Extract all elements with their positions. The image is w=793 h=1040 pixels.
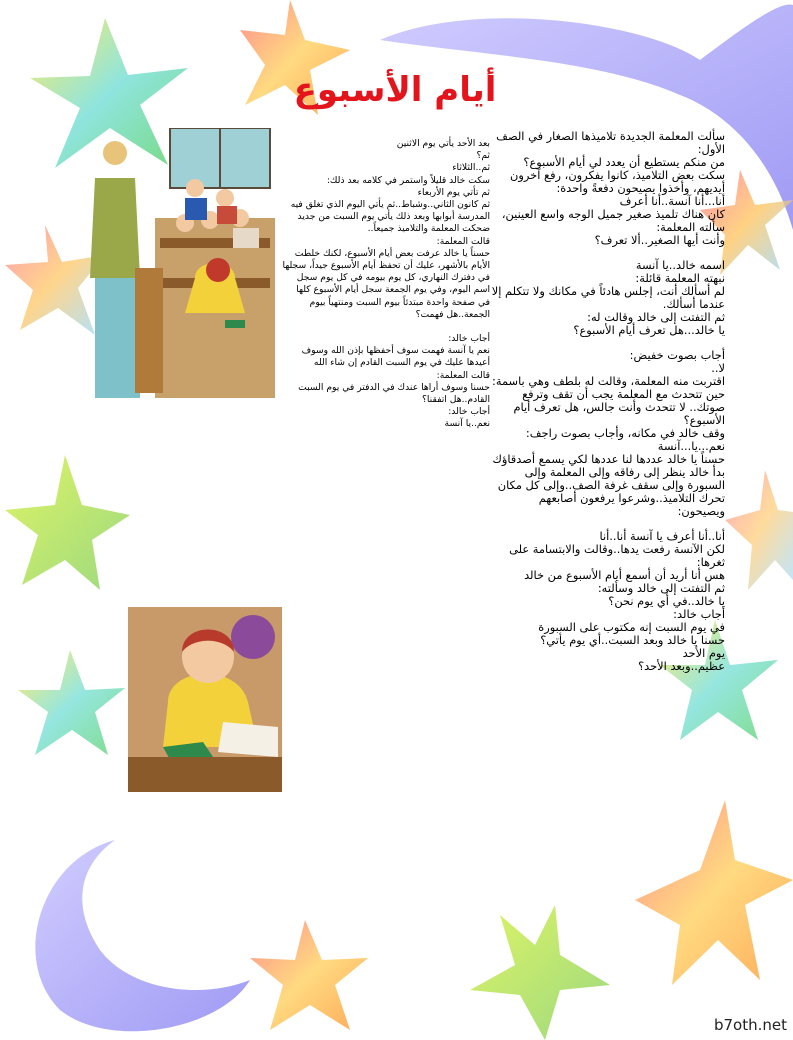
star-shape <box>725 470 793 590</box>
page-title: أيام الأسبوع <box>293 70 497 110</box>
star-shape <box>635 800 793 985</box>
star-shape <box>250 920 368 1030</box>
story-paragraph: اسمه خالد..يا آنسة نبهته المعلمة قائلة: لم أسألك أنت، إجلس هادئاً في مكانك ولا تتكلم إلا عندما أسألك. ثم التفتت إلى خالد وقالت له: يا خالد...هل تعرف أيام الأسبوع؟ <box>491 258 725 337</box>
student-illustration <box>128 607 282 792</box>
moon-shape <box>35 840 250 1031</box>
story-paragraph: بعد الأحد يأتي يوم الاثنين ثم؟ ثم..الثلاثاء سكت خالد قليلاً واستمر في كلامه بعد ذلك: ثم تأتي يوم الأربعاء ثم كانون الثاني..وشباط..ثم يأتي اليوم الذي تغلق فيه المدرسة أبوابها وبعد ذلك يأتي يوم السبت من جديد ضحكت المعلمة والتلاميذ جميعاً.. قالت المعلمة: حسناً يا خالد عرفت بعض أيام الأسبوع، لكنك خلطت الأيام بالأشهر، عليك أن تحفظ أيام الأسبوع جيداً، سجلها في دفترك النهاري، كل يوم بيومه في كل يوم سجل اسم اليوم، وفي يوم الجمعة سجل أيام الأسبوع كلها في صفحة واحدة مبتدئاً بيوم السبت ومنتهياً بيوم الجمعة..هل فهمت؟ <box>282 138 490 320</box>
story-paragraph: أجاب خالد: نعم يا آنسة فهمت سوف أحفظها بإذن الله وسوف أعيدها عليك في يوم السبت القادم إن شاء الله قالت المعلمة: حسنا وسوف أراها عندك في الدفتر في يوم السبت القادم..هل اتفقنا؟ أجاب خالد: نعم..يا آنسة <box>298 333 490 430</box>
story-left-column <box>282 138 490 431</box>
story-paragraph: أجاب بصوت خفيض: لا.. اقتربت منه المعلمة، وقالت له بلطف وهي باسمة: حين تتحدث مع المعلمة يجب أن تقف وترفع صوتك.. لا تتحدث وأنت جالس، هل تعرف أيام الأسبوع؟ وقف خالد في مكانه، وأجاب بصوت راجف: نعم...يا...آنسة حسناً يا خالد عددها لنا عددها لكي يسمع أصدقاؤك بدأ خالد ينظر إلى رفاقه وإلى المعلمة وإلى السبورة وإلى سقف غرفة الصف..وإلى كل مكان تحرك التلاميذ..وشرعوا يرفعون أصابعهم ويصيحون: <box>492 348 725 518</box>
star-shape <box>5 455 130 590</box>
classroom-illustration <box>85 128 275 400</box>
story-paragraph: أنا..أنا أعرف يا آنسة أنا..أنا لكن الآنسة رفعت يدها..وقالت والابتسامة على ثغرها: هس أنا أريد أن أسمع أيام الأسبوع من خالد ثم التفتت إلى خالد وسألته: يا خالد..في أي يوم نحن؟ أجاب خالد: في يوم السبت إنه مكتوب على السبورة حسنا يا خالد وبعد السبت..أي يوم يأتي؟ يوم الأحد عظيم..وبعد الأحد؟ <box>509 529 725 673</box>
site-watermark: b7oth.net <box>713 1016 787 1034</box>
star-shape <box>470 905 610 1040</box>
story-right-column <box>490 130 725 673</box>
star-shape <box>18 650 125 755</box>
story-paragraph: سألت المعلمة الجديدة تلاميذها الصغار في الصف الأول: من منكم يستطيع أن يعدد لي أيام الأسبوع؟ سكت بعض التلاميذ، كانوا يفكرون، رفع آخرون أيديهم، وأخذوا يصيحون دفعةً واحدة: أنا...أنا آنسة..أنا أعرف كان هناك تلميذ صغير جميل الوجه واسع العينين، سألته المعلمة: وأنت أيها الصغير..ألا تعرف؟ <box>496 129 725 247</box>
